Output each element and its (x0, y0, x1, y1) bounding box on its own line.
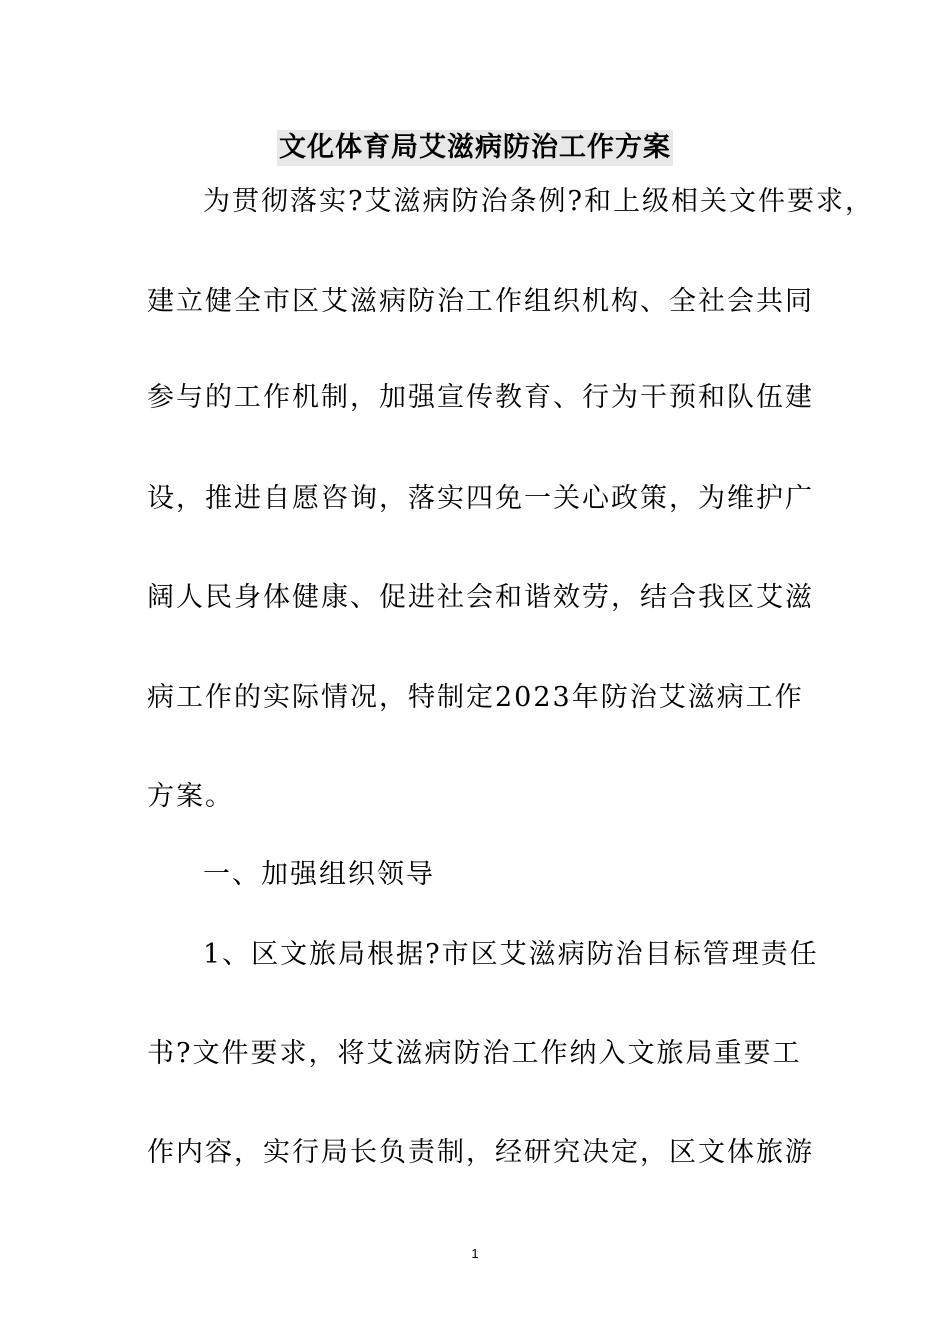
section-heading: 一、加强组织领导 (203, 859, 435, 890)
paragraph-line: 病工作的实际情况，特制定2023年防治艾滋病工作 (147, 682, 804, 713)
paragraph-line: 为贯彻落实?艾滋病防治条例?和上级相关文件要求， (203, 186, 874, 217)
paragraph-line: 作内容，实行局长负责制，经研究决定，区文体旅游 (147, 1137, 814, 1168)
paragraph-line: 1、区文旅局根据?市区艾滋病防治目标管理责任 (203, 939, 819, 970)
page-number: 1 (471, 1246, 479, 1261)
paragraph-line: 参与的工作机制，加强宣传教育、行为干预和队伍建 (147, 382, 814, 413)
paragraph-line: 方案。 (147, 781, 234, 812)
paragraph-line: 阔人民身体健康、促进社会和谐效劳，结合我区艾滋 (147, 582, 814, 613)
title-container (0, 130, 950, 166)
paragraph-line: 书?文件要求，将艾滋病防治工作纳入文旅局重要工 (147, 1038, 802, 1069)
paragraph-line: 建立健全市区艾滋病防治工作组织机构、全社会共同 (147, 286, 814, 317)
document-title: 文化体育局艾滋病防治工作方案 (277, 130, 673, 166)
paragraph-line: 设，推进自愿咨询，落实四免一关心政策，为维护广 (147, 483, 814, 514)
